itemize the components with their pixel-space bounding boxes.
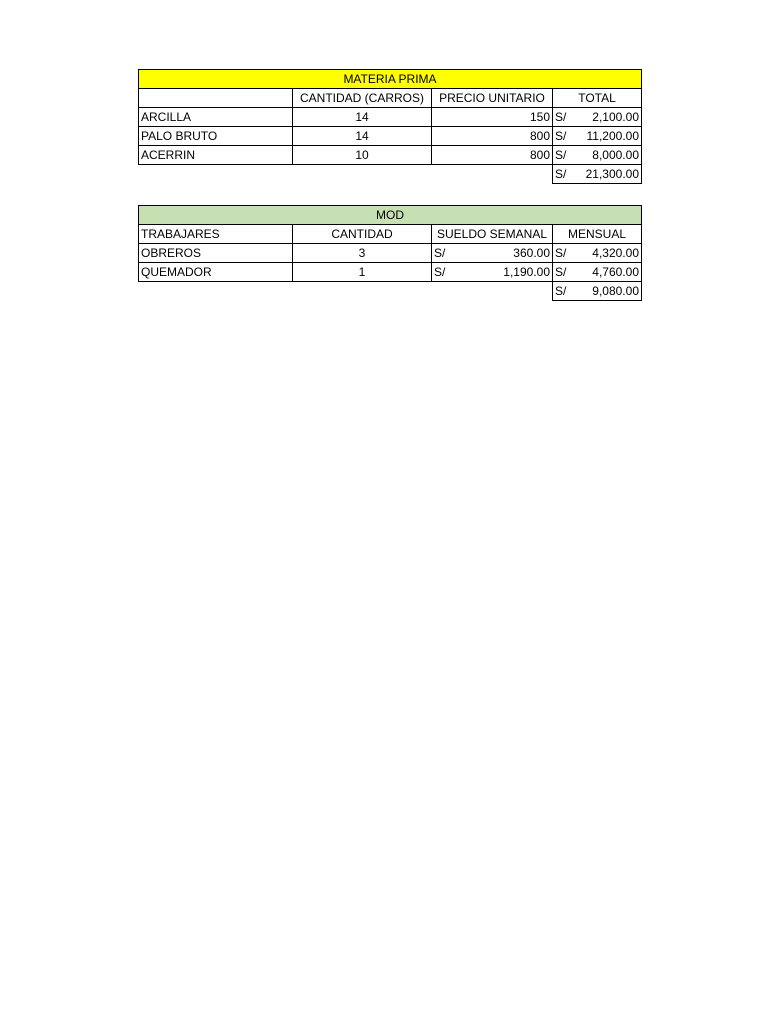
- row-price-cell[interactable]: 800: [432, 127, 553, 146]
- header-cell-cantidad-carros[interactable]: CANTIDAD (CARROS): [293, 89, 432, 108]
- mod-title[interactable]: MOD: [139, 206, 642, 225]
- row-qty-cell[interactable]: 14: [293, 108, 432, 127]
- row-total-cell[interactable]: [553, 146, 642, 165]
- header-cell-precio-unitario[interactable]: PRECIO UNITARIO: [432, 89, 553, 108]
- row-name-cell[interactable]: OBREROS: [139, 244, 293, 263]
- grand-total-cell[interactable]: [553, 165, 642, 184]
- row-total-cell[interactable]: [553, 108, 642, 127]
- header-cell-sueldo-semanal[interactable]: SUELDO SEMANAL: [432, 225, 553, 244]
- currency-symbol: S/: [555, 283, 567, 298]
- row-name-cell[interactable]: ACERRIN: [139, 146, 293, 165]
- currency-symbol: S/: [555, 264, 567, 279]
- grand-total-value: 9,080.00: [592, 283, 639, 298]
- header-cell-mensual[interactable]: MENSUAL: [553, 225, 642, 244]
- row-price-cell[interactable]: 150: [432, 108, 553, 127]
- empty-cell: [432, 282, 553, 301]
- header-cell-cantidad[interactable]: CANTIDAD: [293, 225, 432, 244]
- table-row: [139, 108, 642, 127]
- header-cell-total[interactable]: TOTAL: [553, 89, 642, 108]
- weekly-value: 1,190.00: [503, 264, 550, 279]
- empty-cell: [432, 165, 553, 184]
- currency-symbol: S/: [555, 147, 567, 162]
- table-row: [139, 263, 642, 282]
- row-monthly-cell[interactable]: [553, 244, 642, 263]
- empty-cell: [139, 165, 293, 184]
- header-cell-blank[interactable]: [139, 89, 293, 108]
- currency-symbol: S/: [555, 166, 567, 181]
- row-qty-cell[interactable]: 1: [293, 263, 432, 282]
- row-price-cell[interactable]: 800: [432, 146, 553, 165]
- table-row: [139, 127, 642, 146]
- grand-total-row: [139, 282, 642, 301]
- currency-symbol: S/: [555, 128, 567, 143]
- total-value: 11,200.00: [586, 128, 639, 143]
- row-weekly-cell[interactable]: [432, 244, 553, 263]
- total-value: 2,100.00: [592, 109, 639, 124]
- table-row: [139, 146, 642, 165]
- currency-symbol: S/: [434, 264, 446, 279]
- mod-title-row: [139, 206, 642, 225]
- row-qty-cell[interactable]: 14: [293, 127, 432, 146]
- empty-cell: [293, 165, 432, 184]
- row-weekly-cell[interactable]: [432, 263, 553, 282]
- row-name-cell[interactable]: PALO BRUTO: [139, 127, 293, 146]
- empty-cell: [293, 282, 432, 301]
- monthly-value: 4,320.00: [592, 245, 639, 260]
- row-name-cell[interactable]: ARCILLA: [139, 108, 293, 127]
- currency-symbol: S/: [555, 245, 567, 260]
- grand-total-row: [139, 165, 642, 184]
- row-qty-cell[interactable]: 3: [293, 244, 432, 263]
- table-row: [139, 244, 642, 263]
- materia-prima-title[interactable]: MATERIA PRIMA: [139, 70, 642, 89]
- currency-symbol: S/: [434, 245, 446, 260]
- monthly-value: 4,760.00: [592, 264, 639, 279]
- total-value: 8,000.00: [592, 147, 639, 162]
- row-name-cell[interactable]: QUEMADOR: [139, 263, 293, 282]
- mod-header-row: [139, 225, 642, 244]
- currency-symbol: S/: [555, 109, 567, 124]
- row-total-cell[interactable]: [553, 127, 642, 146]
- empty-cell: [139, 282, 293, 301]
- grand-total-cell[interactable]: [553, 282, 642, 301]
- grand-total-value: 21,300.00: [585, 166, 639, 181]
- header-cell-trabajares[interactable]: TRABAJARES: [139, 225, 293, 244]
- row-monthly-cell[interactable]: [553, 263, 642, 282]
- materia-prima-title-row: [139, 70, 642, 89]
- materia-prima-header-row: [139, 89, 642, 108]
- row-qty-cell[interactable]: 10: [293, 146, 432, 165]
- weekly-value: 360.00: [513, 245, 550, 260]
- materia-prima-table: [138, 69, 642, 184]
- mod-table: [138, 205, 642, 301]
